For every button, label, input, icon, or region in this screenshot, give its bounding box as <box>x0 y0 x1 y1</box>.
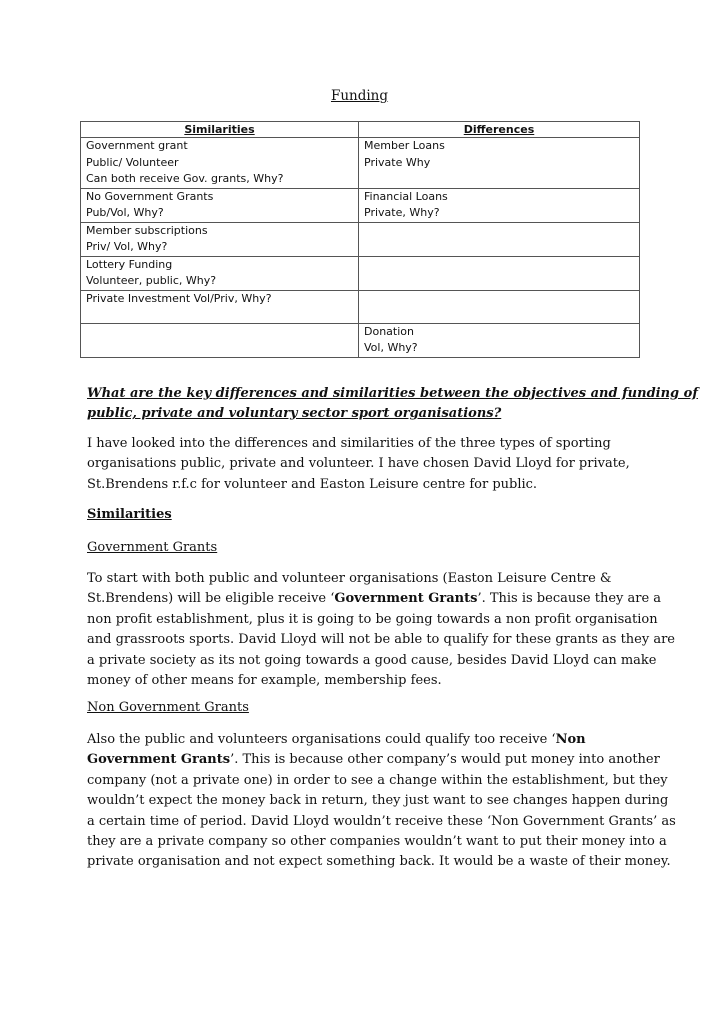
cell-line: Government grant <box>86 139 188 152</box>
paragraph-line: organisations public, private and volunteer. I have chosen David Lloyd for private, <box>87 456 630 472</box>
text-run: St.Brendens) will be eligible receive ‘ <box>87 591 335 607</box>
page-title: Funding <box>330 88 389 104</box>
difference-cell <box>359 222 640 256</box>
difference-cell <box>359 188 640 222</box>
similarity-cell <box>81 256 359 290</box>
bold-term: Government Grants <box>334 591 478 607</box>
text-run: ’. This is because other company’s would put money into another <box>230 752 660 768</box>
bold-term: Non <box>555 732 586 747</box>
cell-line: Member Loans <box>364 139 445 152</box>
table-row <box>81 138 640 189</box>
cell-line: Private Why <box>364 155 431 169</box>
table-header-row <box>81 122 640 138</box>
question-line: What are the key differences and similarities between the objectives and funding of <box>87 386 698 401</box>
paragraph-line <box>87 750 660 770</box>
funding-table <box>80 121 640 358</box>
cell-line: Donation <box>364 324 414 338</box>
text-run: Also the public and volunteers organisations could qualify too receive ‘ <box>87 732 556 747</box>
paragraph-line: I have looked into the differences and similarities of the three types of sporting <box>87 436 611 451</box>
paragraph-line <box>87 730 632 750</box>
paragraph-line: non profit establishment, plus it is going to be going towards a non profit organisation <box>87 611 658 627</box>
paragraph-line: To start with both public and volunteer organisations (Easton Leisure Centre & <box>87 571 612 586</box>
difference-cell <box>359 323 640 357</box>
government-grants-heading: Government Grants <box>87 540 218 555</box>
paragraph-line <box>87 589 662 609</box>
non-government-grants-heading: Non Government Grants <box>87 700 249 715</box>
cell-line: Private Investment Vol/Priv, Why? <box>86 291 272 305</box>
question-line: public, private and voluntary sector sport organisations? <box>87 406 502 421</box>
similarity-cell <box>81 222 359 256</box>
cell-line: Public/ Volunteer <box>86 155 179 169</box>
similarity-cell <box>81 323 359 357</box>
government-grants-paragraph <box>87 569 676 691</box>
cell-line: Can both receive Gov. grants, Why? <box>86 172 284 185</box>
paragraph-line: company (not a private one) in order to see a change within the establishment, but they <box>87 772 668 788</box>
intro-paragraph <box>87 434 632 495</box>
cell-line: Volunteer, public, Why? <box>86 274 217 287</box>
header-similarities: Similarities <box>81 122 359 138</box>
table-row <box>81 222 640 256</box>
paragraph-line: private organisation and not expect something back. It would be a waste of their money. <box>87 854 671 870</box>
difference-cell <box>359 256 640 290</box>
difference-cell <box>359 138 640 189</box>
table-row <box>81 290 640 323</box>
paragraph-line: St.Brendens r.f.c for volunteer and Easton Leisure centre for public. <box>87 476 538 492</box>
paragraph-line: and grassroots sports. David Lloyd will not be able to qualify for these grants as they are <box>87 632 676 648</box>
essay-question <box>87 384 698 424</box>
header-differences: Differences <box>359 122 640 138</box>
similarity-cell <box>81 188 359 222</box>
similarities-heading: Similarities <box>87 507 172 522</box>
cell-line: Member subscriptions <box>86 223 208 237</box>
table-row <box>81 188 640 222</box>
cell-line: Vol, Why? <box>364 341 418 354</box>
paragraph-line: a certain time of period. David Lloyd wouldn’t receive these ‘Non Government Grants’ as <box>87 813 676 829</box>
cell-line: Pub/Vol, Why? <box>86 206 164 219</box>
paragraph-line: money of other means for example, membership fees. <box>87 673 442 689</box>
cell-line: Financial Loans <box>364 189 448 203</box>
similarity-cell <box>81 290 359 323</box>
paragraph-line: a private society as its not going towards a good cause, besides David Lloyd can make <box>87 652 657 668</box>
paragraph-line: they are a private company so other companies wouldn’t want to put their money into a <box>87 834 667 850</box>
non-government-grants-paragraph <box>87 730 676 873</box>
table-row <box>81 323 640 357</box>
difference-cell <box>359 290 640 323</box>
cell-line: Priv/ Vol, Why? <box>86 240 168 253</box>
cell-line: Lottery Funding <box>86 257 173 271</box>
cell-line: No Government Grants <box>86 189 214 203</box>
text-run: ’. This is because they are a <box>477 591 662 607</box>
similarity-cell <box>81 138 359 189</box>
cell-line: Private, Why? <box>364 206 440 219</box>
table-row <box>81 256 640 290</box>
bold-term: Government Grants <box>87 752 231 768</box>
paragraph-line: wouldn’t expect the money back in return, they just want to see changes happen during <box>87 793 669 809</box>
